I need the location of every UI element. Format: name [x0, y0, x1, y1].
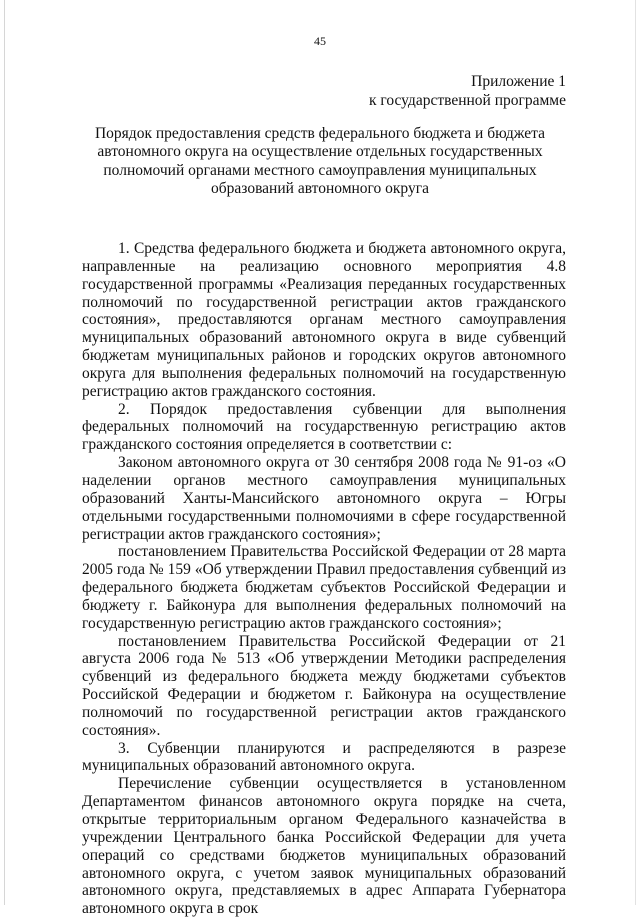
appendix-line-1: Приложение 1: [471, 73, 566, 90]
paragraph-1: 1. Средства федерального бюджета и бюджета автономного округа, направленные на реализацию основного мероприятия 4.8 государственной программы «Реализация переданных государственных полномочий по государственной регистрации актов гражданского состояния», предоставляются органам местного самоуправления муниципальных образований автономного округа в виде субвенций бюджетам муниципальных районов и городских округов автономного округа для выполнения федеральных полномочий на государственную регистрацию актов гражданского состояния.: [82, 240, 566, 400]
appendix-header: [369, 72, 566, 110]
paragraph-2: 2. Порядок предоставления субвенции для выполнения федеральных полномочий на государственную регистрацию актов гражданского состояния определяется в соответствии с:: [82, 400, 566, 454]
appendix-line-2: к государственной программе: [368, 92, 566, 109]
paragraph-3: 3. Субвенции планируются и распределяются в разрезе муниципальных образований автономного округа.: [82, 739, 566, 775]
document-body: [82, 240, 566, 918]
paragraph-transfer: Перечисление субвенции осуществляется в установленном Департаментом финансов автономного округа порядке на счета, открытые территориальным органом Федерального казначейства в учреждении Центрального банка Российской Федерации для учета операций со средствами бюджетов муниципальных образований автономного округа, с учетом заявок муниципальных образований автономного округа, представляемых в адрес Аппарата Губернатора автономного округа в срок: [82, 775, 566, 918]
page-number: 45: [314, 34, 326, 48]
paragraph-resolution-513: постановлением Правительства Российской Федерации от 21 августа 2006 года № 513 «Об утверждении Методики распределения субвенций из федерального бюджета между бюджетами субъектов Российской Федерации и бюджетом г. Байконура на осуществление полномочий по государственной регистрации актов гражданского состояния».: [82, 632, 566, 739]
page-edge-right: [635, 0, 636, 905]
paragraph-law-reference: Законом автономного округа от 30 сентября 2008 года № 91-оз «О наделении органов местного самоуправления муниципальных образований Ханты-Мансийского автономного округа – Югры отдельными государственными полномочиями в сфере государственной регистрации актов гражданского состояния»;: [82, 454, 566, 543]
paragraph-resolution-159: постановлением Правительства Российской Федерации от 28 марта 2005 года № 159 «Об утверждении Правил предоставления субвенций из федерального бюджета бюджетам субъектов Российской Федерации и бюджету г. Байконура для выполнения федеральных полномочий на государственную регистрацию актов гражданского состояния»;: [82, 543, 566, 632]
page-edge-left: [4, 0, 5, 905]
document-title: Порядок предоставления средств федерального бюджета и бюджета автономного округа на осуществление отдельных государственных полномочий органами местного самоуправления муниципальных образований автономного округа: [94, 125, 545, 198]
